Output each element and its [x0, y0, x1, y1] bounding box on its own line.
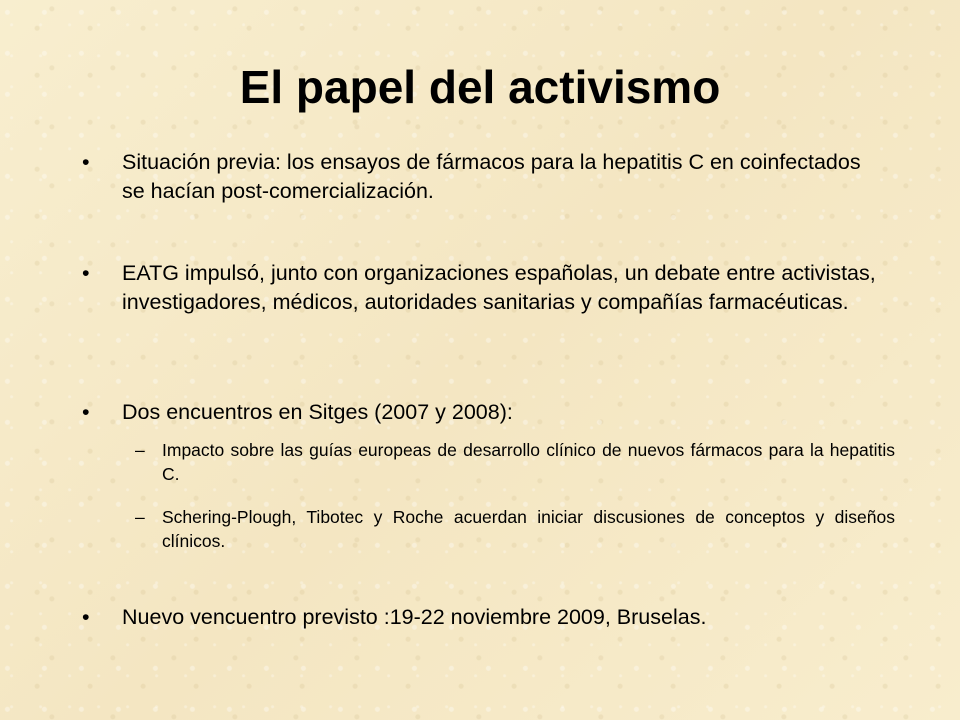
- bullet-item: [82, 259, 882, 317]
- sub-bullet-text: Impacto sobre las guías europeas de desarrollo clínico de nuevos fármacos para la hepatitis C.: [162, 440, 895, 484]
- sub-bullet-item: [135, 438, 895, 486]
- bullet-marker: •: [82, 400, 90, 424]
- bullet-item: [82, 148, 882, 206]
- bullet-item: [82, 398, 882, 427]
- bullet-text: EATG impulsó, junto con organizaciones españolas, un debate entre activistas, investigadores, médicos, autoridades sanitarias y compañías farmacéuticas.: [122, 261, 876, 314]
- slide-title: El papel del activismo: [239, 61, 721, 113]
- bullet-text: Situación previa: los ensayos de fármacos para la hepatitis C en coinfectados se hacían post-comercialización.: [122, 150, 861, 203]
- bullet-text: Nuevo vencuentro previsto :19-22 noviembre 2009, Bruselas.: [122, 605, 707, 629]
- sub-bullet-item: [135, 505, 895, 553]
- bullet-marker: •: [82, 261, 90, 285]
- sub-bullet-marker: –: [135, 507, 145, 527]
- bullet-marker: •: [82, 605, 90, 629]
- sub-bullet-text: Schering-Plough, Tibotec y Roche acuerdan iniciar discusiones de conceptos y diseños clínicos.: [162, 507, 895, 551]
- bullet-item: [82, 603, 882, 632]
- sub-bullet-marker: –: [135, 440, 145, 460]
- bullet-text: Dos encuentros en Sitges (2007 y 2008):: [122, 400, 513, 424]
- bullet-marker: •: [82, 150, 90, 174]
